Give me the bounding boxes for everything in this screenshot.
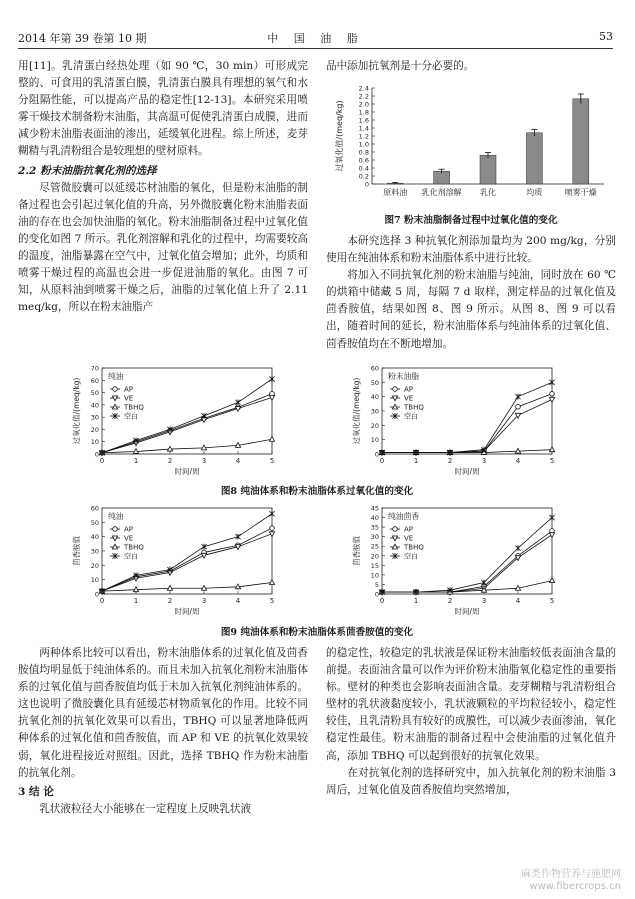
x-axis-label: 时间/周	[174, 467, 200, 476]
panel-label: 纯油	[108, 372, 124, 381]
legend-label: VE	[404, 534, 414, 543]
y-tick-label: 10	[90, 438, 99, 447]
x-tick-label: 3	[481, 457, 487, 465]
paragraph: 尽管微胶囊可以延缓芯材油脂的氧化，但是粉末油脂的制备过程也会引起过氧化值的升高，另外微胶囊化粉末油脂表面油的存在也会加快油脂的氧化。粉末油脂制备过程中过氧化值的变化如图 7 所示。乳化剂溶解和乳化的过程中，均需要较高的温度，油脂暴露在空气中，过氧化值会增加；此外，均质和喷雾干燥过程的高温也会进一步促进油脂的氧化。由图 7 可知，从原料油到喷雾干燥之后，油脂的过氧化值上升了 2.11 meq/kg，所以在粉末油脂产	[18, 181, 308, 314]
marker-triangle	[392, 536, 397, 541]
paragraph: 两种体系比较可以看出，粉末油脂体系的过氧化值及茴香胺值均明显低于纯油体系的。而且未加入抗氧化剂粉末油脂体系的过氧化值与茴香胺值均低于未加入抗氧化剂纯油体系的。这也说明了微胶囊化具有延缓芯材物质氧化的作用。比较不同抗氧化剂的抗氧化效果可以看出，TBHQ 可以显著地降低两种体系的过氧化值和茴香胺值，而 AP 和 VE 的抗氧化效果较弱，氧化进程接近对照组。因此，选择 TBHQ 作为粉末油脂的抗氧化剂。	[18, 647, 308, 779]
y-tick-label: 30	[90, 547, 99, 556]
panel-label: 粉末油脂	[388, 372, 420, 381]
paragraph: 用[11]。乳清蛋白经热处理（如 90 ℃，30 min）可形成完整的、可食用的乳清蛋白膜，乳清蛋白膜具有理想的氧气和水分阻隔性能，可以提高产品的稳定性[12-13]。本研究采用喷雾干燥技术制备粉末油脂，其高温可促使乳清蛋白成膜，进而减少粉末油脂表面油的渗出，延缓氧化进程。综上所述，麦芽糊精与乳清粉组合是较理想的壁材原料。	[18, 60, 308, 158]
legend-label: VE	[124, 394, 134, 403]
left-column-bottom	[18, 645, 308, 818]
watermark-line: 麻类作物营养与施肥网	[521, 869, 621, 880]
y-tick-label: 20	[90, 425, 99, 434]
legend-label: VE	[124, 534, 134, 543]
paragraph: 品中添加抗氧剂是十分必要的。	[326, 60, 475, 72]
x-tick-label: 0	[99, 457, 105, 465]
x-tick-label: 2	[167, 597, 173, 605]
x-tick-label: 0	[379, 457, 385, 465]
y-tick-label: 50	[90, 518, 99, 527]
panel-label: 纯油茴香	[388, 512, 420, 521]
paragraph: 本研究选择 3 种抗氧化剂添加量均为 200 mg/kg，分别使用在纯油体系和粉末油脂体系中进行比较。	[326, 235, 616, 265]
paragraph: 乳状液粒径大小能够在一定程度上反映乳状液	[39, 802, 252, 815]
y-tick-label: 0.4	[358, 164, 369, 173]
paragraph: 在对抗氧化剂的选择研究中，加入抗氧化剂的粉末油脂 3 周后，过氧化值及茴香胺值均突然增加，	[326, 766, 616, 796]
marker-triangle	[112, 536, 117, 541]
x-tick-label: 乳化剂溶解	[421, 188, 462, 197]
x-tick-label: 0	[379, 597, 385, 605]
y-axis-label: 茴香胺值	[352, 536, 361, 566]
y-tick-label: 30	[90, 413, 99, 422]
y-tick-label: 50	[370, 378, 379, 387]
y-tick-label: 25	[370, 542, 379, 551]
bar	[573, 99, 589, 184]
y-axis-label: 茴香胺值	[72, 536, 81, 566]
y-tick-label: 60	[370, 364, 379, 373]
y-tick-label: 60	[90, 376, 99, 385]
legend-label: AP	[404, 525, 414, 534]
marker-triangle	[549, 578, 554, 583]
journal-title: 中 国 油 脂	[267, 32, 364, 45]
right-column-bottom	[326, 645, 616, 799]
fig9-right-line-chart	[350, 502, 560, 620]
y-tick-label: 10	[370, 571, 379, 580]
marker-triangle	[201, 553, 206, 558]
x-tick-label: 2	[167, 457, 173, 465]
x-tick-label: 5	[549, 457, 555, 465]
x-axis-label: 时间/周	[174, 607, 200, 616]
marker-circle	[393, 387, 398, 392]
y-tick-label: 15	[370, 561, 379, 570]
x-tick-label: 3	[201, 597, 207, 605]
y-tick-label: 2.2	[358, 92, 369, 101]
fig7-bar-chart	[330, 80, 615, 210]
marker-triangle	[549, 398, 554, 403]
legend-label: AP	[404, 385, 414, 394]
y-tick-label: 0.2	[358, 172, 369, 181]
x-tick-label: 4	[235, 457, 241, 465]
y-tick-label: 40	[90, 533, 99, 542]
y-tick-label: 20	[370, 421, 379, 430]
y-tick-label: 30	[370, 407, 379, 416]
x-tick-label: 乳化	[480, 188, 496, 197]
y-tick-label: 1.0	[358, 140, 369, 149]
x-tick-label: 4	[515, 597, 521, 605]
y-tick-label: 60	[90, 504, 99, 513]
y-tick-label: 70	[90, 364, 99, 373]
x-tick-label: 2	[447, 597, 453, 605]
y-tick-label: 10	[370, 436, 379, 445]
x-tick-label: 1	[413, 597, 419, 605]
series-line	[102, 583, 272, 592]
legend-label: TBHQ	[404, 403, 424, 412]
marker-triangle	[269, 580, 274, 585]
x-tick-label: 喷雾干燥	[564, 188, 597, 197]
x-tick-label: 4	[515, 457, 521, 465]
marker-triangle	[112, 544, 117, 549]
panel-label: 纯油	[108, 512, 124, 521]
y-tick-label: 45	[370, 504, 379, 513]
y-tick-label: 0	[364, 180, 369, 189]
marker-circle	[113, 387, 118, 392]
y-axis-label: 过氧化值/(meq/kg)	[335, 100, 344, 172]
fig9-caption: 图9 纯油体系和粉末油脂体系茴香胺值的变化	[220, 627, 414, 638]
bar	[526, 133, 542, 184]
y-axis-label: 过氧化值/(meq/kg)	[72, 377, 81, 445]
legend-label: VE	[404, 394, 414, 403]
y-tick-label: 1.6	[358, 116, 369, 125]
y-tick-label: 0.8	[358, 148, 369, 157]
y-tick-label: 40	[370, 514, 379, 523]
running-header	[18, 30, 613, 48]
y-axis-label: 过氧化值/(meq/kg)	[352, 377, 361, 445]
bar	[480, 155, 496, 184]
legend-label: 空白	[124, 412, 138, 421]
x-tick-label: 0	[99, 597, 105, 605]
x-axis-label: 时间/周	[454, 607, 480, 616]
x-tick-label: 1	[133, 457, 139, 465]
x-tick-label: 3	[481, 597, 487, 605]
x-axis-label: 时间/周	[454, 467, 480, 476]
y-tick-label: 20	[370, 552, 379, 561]
y-tick-label: 50	[90, 389, 99, 398]
y-tick-label: 0	[94, 590, 99, 599]
x-tick-label: 原料油	[383, 188, 408, 197]
y-tick-label: 1.8	[358, 108, 369, 117]
y-tick-label: 10	[90, 576, 99, 585]
y-tick-label: 5	[374, 580, 379, 589]
y-tick-label: 40	[90, 401, 99, 410]
legend-label: AP	[124, 525, 134, 534]
section-heading: 2.2 粉末油脂抗氧化剂的选择	[18, 164, 157, 177]
header-rule	[18, 48, 613, 49]
marker-circle	[550, 392, 555, 397]
paragraph: 将加入不同抗氧化剂的粉末油脂与纯油，同时放在 60 ℃ 的烘箱中储藏 5 周，每隔 7 d 取样，测定样品的过氧化值及茴香胺值，结果如图 8、图 9 所示。从图 8、图 9 可以看出，随着时间的延长，粉末油脂体系与纯油体系的过氧化值、茴香胺值均在不断地增加。	[326, 269, 616, 350]
legend-label: TBHQ	[124, 543, 144, 552]
y-tick-label: 0	[374, 450, 379, 459]
x-tick-label: 均质	[526, 188, 543, 197]
watermark	[521, 869, 621, 893]
x-tick-label: 2	[447, 457, 453, 465]
marker-circle	[516, 404, 521, 409]
right-column-top	[326, 58, 616, 75]
y-tick-label: 35	[370, 523, 379, 532]
y-tick-label: 1.2	[358, 132, 369, 141]
y-tick-label: 40	[370, 393, 379, 402]
paragraph: 的稳定性，较稳定的乳状液是保证粉末油脂较低表面油含量的前提。表面油含量可以作为评价粉末油脂氧化稳定性的重要指标。壁材的种类也会影响表面油含量。麦芽糊精与乳清粉组合壁材的乳状液黏度较小，乳状液颗粒的平均粒径较小，稳定性较佳，且乳清粉具有较好的成膜性，可以减少表面渗油，氧化稳定性最佳。粉末油脂的制备过程中会使油脂的过氧化值升高，添加 TBHQ 可以起到很好的抗氧化效果。	[326, 647, 616, 762]
x-tick-label: 5	[269, 597, 275, 605]
x-tick-label: 3	[201, 457, 207, 465]
y-tick-label: 2.0	[358, 100, 369, 109]
y-tick-label: 0.6	[358, 156, 369, 165]
x-tick-label: 1	[413, 457, 419, 465]
y-tick-label: 1.4	[358, 124, 369, 133]
watermark-line: www.fibercrops.cn	[529, 881, 621, 892]
fig9-left-line-chart	[70, 502, 280, 620]
fig7-caption: 图7 粉末油脂制备过程中过氧化值的变化	[384, 215, 558, 226]
fig8-caption: 图8 纯油体系和粉末油脂体系过氧化值的变化	[220, 486, 414, 497]
x-tick-label: 5	[269, 457, 275, 465]
journal-issue: 2014 年第 39 卷第 10 期	[18, 32, 147, 45]
marker-circle	[270, 526, 275, 531]
section-heading: 3 结 论	[18, 785, 54, 798]
marker-circle	[393, 527, 398, 532]
legend-label: 空白	[404, 552, 418, 561]
y-tick-label: 30	[370, 533, 379, 542]
legend-label: 空白	[404, 412, 418, 421]
y-tick-label: 2.4	[358, 84, 369, 93]
legend-label: 空白	[124, 552, 138, 561]
legend-label: TBHQ	[124, 403, 144, 412]
legend-label: TBHQ	[404, 543, 424, 552]
y-tick-label: 0	[374, 590, 379, 599]
legend-label: AP	[124, 385, 134, 394]
x-tick-label: 5	[549, 597, 555, 605]
y-tick-label: 20	[90, 561, 99, 570]
fig8-right-line-chart	[350, 362, 560, 480]
marker-triangle	[392, 544, 397, 549]
series-line	[102, 439, 272, 453]
left-column-top	[18, 58, 308, 316]
marker-triangle	[549, 533, 554, 538]
fig8-left-line-chart	[70, 362, 280, 480]
right-column-mid	[326, 233, 616, 353]
x-tick-label: 4	[235, 597, 241, 605]
y-tick-label: 0	[94, 450, 99, 459]
marker-circle	[113, 527, 118, 532]
page-number: 53	[599, 30, 613, 43]
x-tick-label: 1	[133, 597, 139, 605]
marker-triangle	[269, 436, 274, 441]
marker-triangle	[549, 447, 554, 452]
